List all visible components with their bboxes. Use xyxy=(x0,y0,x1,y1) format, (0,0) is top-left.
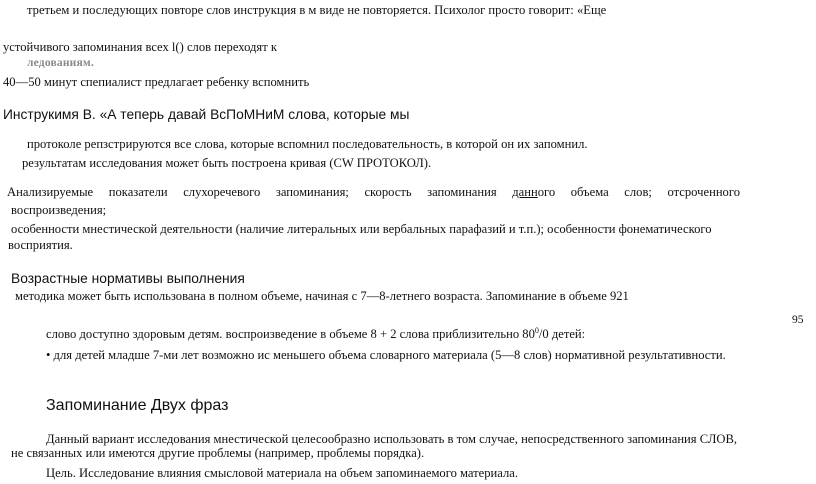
analyzed-indicators-line xyxy=(7,185,740,200)
text-segment: Анализируемые показатели слухоречевого запоминания; скорость запоминания xyxy=(7,185,513,199)
text-segment: /0 детей: xyxy=(538,327,586,341)
text-line-6: протоколе репзстрируются все слова, которые вспомнил последовательность, в которой он их запомнил. xyxy=(27,137,588,151)
text-line-10: особенности мнестической деятельности (наличие литеральных или вербальных парафазий и т.п.); особенности фонематического xyxy=(11,222,712,236)
page-number: 95 xyxy=(792,314,804,326)
text-line-9: воспроизведения; xyxy=(11,203,107,217)
text-segment: слово доступно здоровым детям. воспроизведение в объеме 8 + 2 слова приблизительно 80 xyxy=(46,327,535,341)
text-line-16: Данный вариант исследования мнестической целесообразно использовать в том случае, непосредственного запоминания СЛОВ, xyxy=(46,432,738,446)
bullet-item: • для детей младше 7-ми лет возможно ис меньшего объема словарного материала (5—8 слов) нормативной результативности. xyxy=(46,348,726,362)
text-line-11: восприятия. xyxy=(8,238,73,252)
section-title-age-norms: Возрастные нормативы выполнения xyxy=(11,271,245,286)
text-line-7: результатам исследования может быть построена кривая (CW ПРОТОКОЛ). xyxy=(22,156,432,170)
text-line-18: Цель. Исследование влияния смысловой материала на объем запоминаемого материала. xyxy=(46,466,519,480)
text-line-2: устойчивого запоминания всех l() слов переходят к xyxy=(3,40,277,54)
instruction-line: Инструкимя В. «А теперь давай ВсПоМНиМ слова, которые мы xyxy=(3,107,410,122)
text-line-14 xyxy=(46,327,585,342)
underlined-text: данн xyxy=(512,185,538,199)
heading-two-phrases: Запоминание Двух фраз xyxy=(46,397,229,414)
faded-text-line: ледованиям. xyxy=(27,57,95,69)
text-line-13: методика может быть использована в полном объеме, начиная с 7—8-летнего возраста. Запоминание в объеме 921 xyxy=(15,289,629,303)
text-line-4: 40—50 минут спепиалист предлагает ребенку вспомнить xyxy=(3,75,310,89)
text-line-17: не связанных или имеются другие проблемы (например, проблемы порядка). xyxy=(11,446,425,460)
superscript: 0 xyxy=(534,325,539,335)
text-line-1: третьем и последующих повторе слов инструкция в м виде не повторяется. Психолог просто говорит: «Еще xyxy=(27,3,607,17)
text-segment: ого объема слов; отсроченного xyxy=(537,185,740,199)
